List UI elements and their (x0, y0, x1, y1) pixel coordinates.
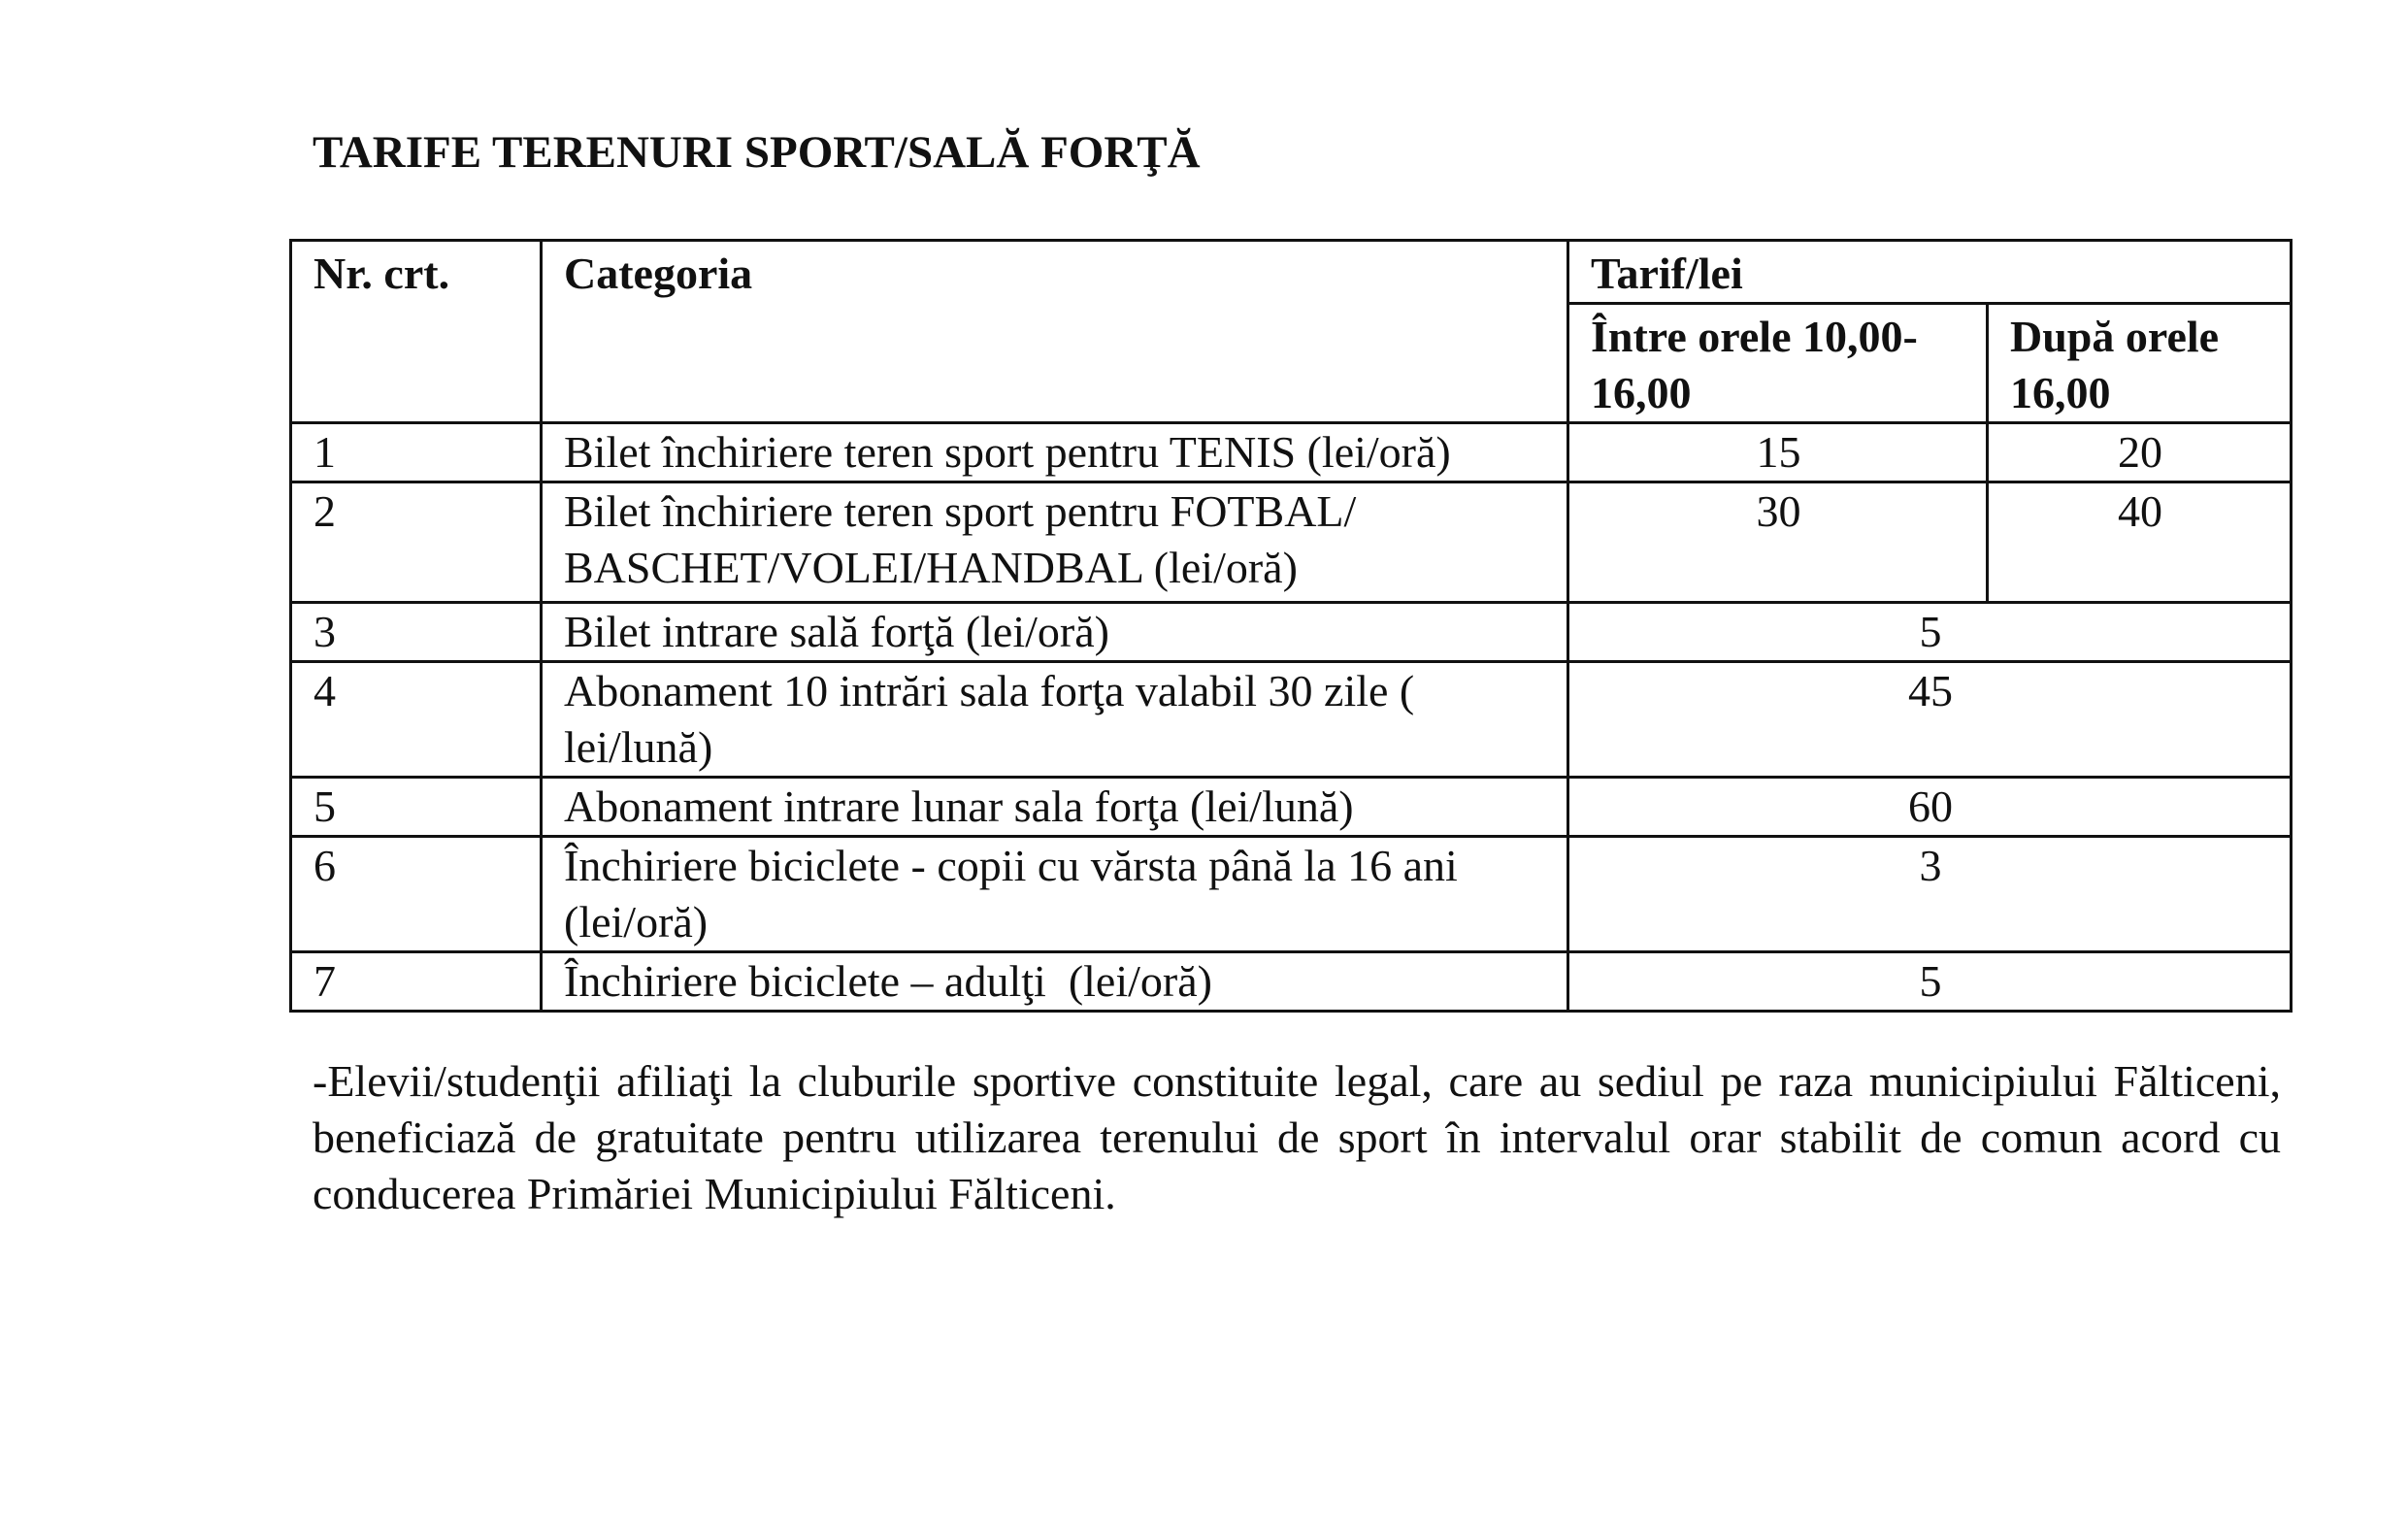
row-number: 3 (291, 603, 542, 662)
table-row (291, 952, 2292, 1012)
row-category: Bilet închiriere teren sport pentru TENIS (lei/oră) (542, 423, 1568, 482)
header-after-hours: După orele 16,00 (1988, 304, 2292, 423)
row-price-after: 40 (1988, 482, 2292, 603)
row-category-line: Bilet închiriere teren sport pentru FOTBAL/ (564, 486, 1357, 536)
row-category-line: (lei/oră) (564, 897, 709, 947)
row-category-line: Abonament 10 intrări sala forţa valabil 30 zile ( (564, 666, 1415, 715)
row-number: 6 (291, 837, 542, 952)
row-price-between: 15 (1568, 423, 1988, 482)
row-category: Închiriere biciclete – adulţi (lei/oră) (542, 952, 1568, 1012)
row-category (542, 662, 1568, 778)
row-number: 4 (291, 662, 542, 778)
table-row (291, 778, 2292, 837)
row-category (542, 837, 1568, 952)
row-price: 3 (1568, 837, 2292, 952)
row-price-between: 30 (1568, 482, 1988, 603)
row-number: 5 (291, 778, 542, 837)
row-category-line: Închiriere biciclete - copii cu vărsta până la 16 ani (564, 841, 1458, 890)
row-price-after: 20 (1988, 423, 2292, 482)
row-category: Abonament intrare lunar sala forţa (lei/lună) (542, 778, 1568, 837)
header-tariff: Tarif/lei (1568, 241, 2292, 304)
header-nr: Nr. crt. (291, 241, 542, 423)
table-row (291, 662, 2292, 778)
page-title: TARIFE TERENURI SPORT/SALĂ FORŢĂ (313, 127, 1201, 178)
row-price: 5 (1568, 952, 2292, 1012)
table-row (291, 482, 2292, 603)
row-number: 1 (291, 423, 542, 482)
table-row (291, 837, 2292, 952)
row-category (542, 482, 1568, 603)
note-paragraph: -Elevii/studenţii afiliaţi la cluburile sportive constituite legal, care au sediul pe raza municipiului Fălticeni, beneficiază de gratuitate pentru utilizarea terenului de sport în intervalul orar stabilit de comun acord cu conducerea Primăriei Municipiului Fălticeni. (313, 1056, 2281, 1218)
row-category: Bilet intrare sală forţă (lei/oră) (542, 603, 1568, 662)
table-row (291, 423, 2292, 482)
row-price: 5 (1568, 603, 2292, 662)
row-number: 2 (291, 482, 542, 603)
tariff-table (289, 239, 2293, 1013)
row-category-line: lei/lună) (564, 722, 713, 772)
header-row (291, 241, 2292, 304)
table-row (291, 603, 2292, 662)
header-between-hours: Între orele 10,00-16,00 (1568, 304, 1988, 423)
header-category: Categoria (542, 241, 1568, 423)
row-category-line: BASCHET/VOLEI/HANDBAL (lei/oră) (564, 543, 1298, 592)
row-price: 45 (1568, 662, 2292, 778)
row-price: 60 (1568, 778, 2292, 837)
row-number: 7 (291, 952, 542, 1012)
